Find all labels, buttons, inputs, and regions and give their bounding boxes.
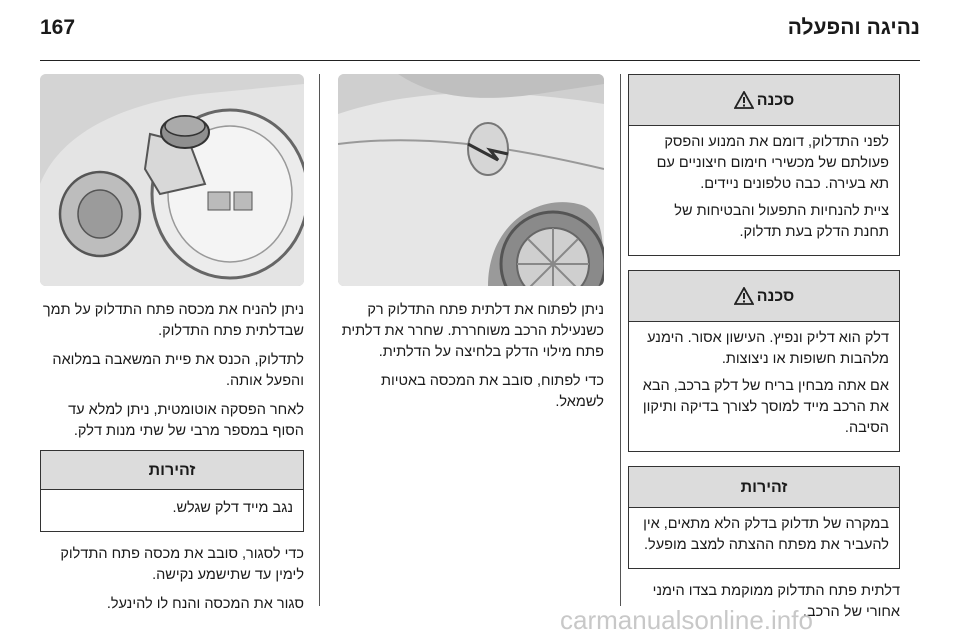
warning-2-para-2: אם אתה מבחין בריח של דלק ברכב, הבא את הרכב מייד למוסך לצורך בדיקה ותיקון הסיבה. [642, 378, 889, 436]
warning-box-1 [628, 74, 900, 256]
warning-box-2 [628, 270, 900, 452]
warning-box-2-body [629, 322, 899, 451]
caution-box-right [628, 466, 900, 569]
caution-box-left-heading: זהירות [41, 451, 303, 490]
caution-box-left [40, 450, 304, 532]
warning-1-para-2: ציית להנחיות התפעול והבטיחות של תחנת הדלק בעת תדלוק. [674, 203, 889, 240]
middle-para-2: כדי לפתוח, סובב את המכסה באטיות לשמאל. [380, 373, 604, 410]
header-rule [40, 60, 920, 61]
car-rear-fuel-door-image [338, 74, 604, 286]
caution-box-right-heading: זהירות [629, 467, 899, 508]
page-title: נהיגה והפעלה [787, 16, 920, 39]
middle-para-1: ניתן לפתוח את דלתית פתח התדלוק רק כשנעילת הרכב משוחררת. שחרר את דלתית פתח מילוי הדלק בלחיצה על הדלתית. [341, 302, 604, 360]
warning-2-para-1: דלק הוא דליק ונפיץ. העישון אסור. הימנע מלהבות חשופות או ניצוצות. [647, 330, 889, 367]
left-para-1: ניתן להניח את מכסה פתח התדלוק על תמך שבדלתית פתח התדלוק. [42, 302, 304, 339]
left-para-2: לתדלוק, הכנס את פיית המשאבה במלואה והפעל אותה. [52, 352, 304, 389]
fuel-door-location-text: דלתית פתח התדלוק ממוקמת בצדו הימני אחורי של הרכב. [652, 583, 900, 620]
car-rear-fuel-door-illustration [338, 74, 604, 286]
caution-box-right-body [629, 508, 899, 568]
page-number: 167 [40, 16, 76, 39]
fuel-cap-holder-illustration [40, 74, 304, 286]
warning-box-2-heading: סכנה [629, 271, 899, 322]
left-column [40, 74, 304, 623]
middle-column [336, 74, 604, 421]
column-divider-left [319, 74, 320, 606]
page-header [40, 14, 920, 48]
warning-triangle-icon [734, 287, 754, 305]
left-para-3: לאחר הפסקה אוטומטית, ניתן למלא עד הסוף במספר מרבי של שתי מנות דלק. [68, 402, 304, 439]
warning-box-1-body [629, 126, 899, 255]
column-divider-right [620, 74, 621, 606]
fuel-cap-holder-image [40, 74, 304, 286]
warning-box-1-heading: סכנה [629, 75, 899, 126]
warning-1-para-1: לפני התדלוק, דומם את המנוע והפסק פעולתם של מכשירי חימום חיצוניים עם תא בעירה. כבה טלפונים ניידים. [656, 134, 889, 192]
left-after-para-2: סגור את המכסה והנח לו להינעל. [106, 596, 304, 612]
left-after-para-1: כדי לסגור, סובב את מכסה פתח התדלוק לימין עד שתישמע נקישה. [60, 546, 304, 583]
caution-left-para: נגב מייד דלק שגלש. [172, 500, 293, 516]
watermark: carmanualsonline.info [560, 605, 813, 635]
right-column [628, 74, 900, 631]
warning-triangle-icon [734, 91, 754, 109]
caution-right-para: במקרה של תדלוק בדלק הלא מתאים, אין להעביר את מפתח ההצתה למצב מופעל. [643, 516, 889, 553]
caution-box-left-body [41, 490, 303, 531]
